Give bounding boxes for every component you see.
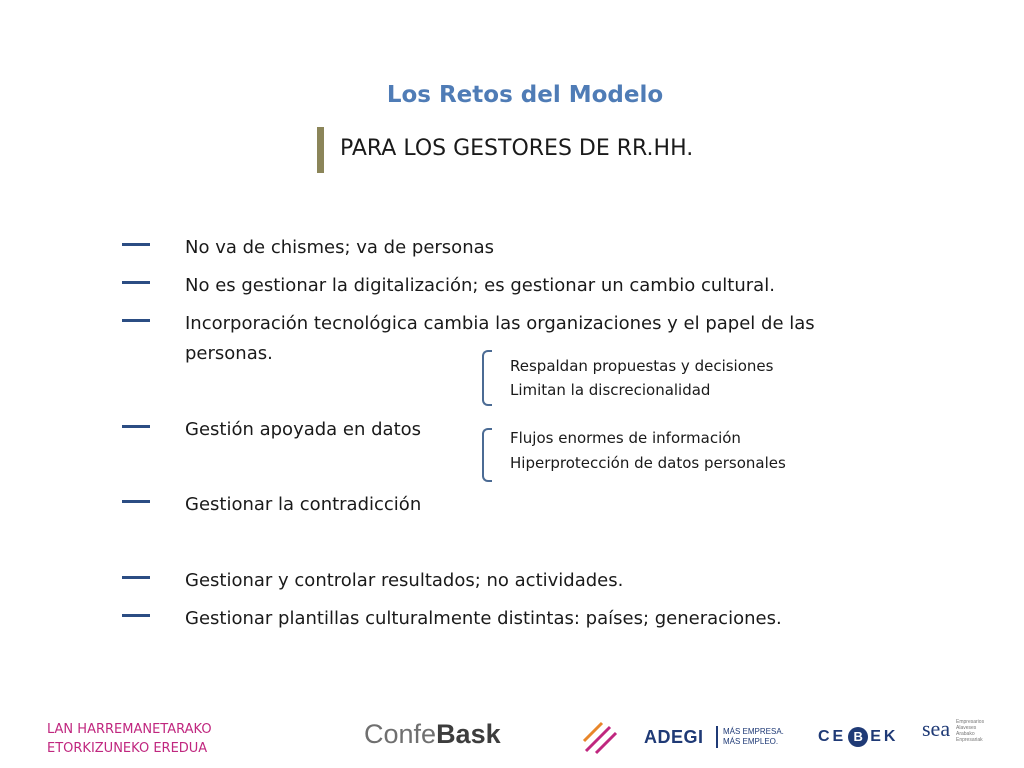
adegi-logo: ADEGI: [644, 727, 704, 747]
bullet-dash: [122, 614, 150, 617]
bullet-dash: [122, 243, 150, 246]
bullet-item: No va de chismes; va de personas: [185, 237, 495, 258]
footer-line: LAN HARREMANETARAKO: [47, 722, 212, 737]
sea-tagline-line: Empresarios: [956, 719, 985, 725]
bullet-item: No es gestionar la digitalización; es gestionar un cambio cultural.: [185, 275, 775, 296]
adegi-tagline-line: MÁS EMPRESA.: [723, 727, 784, 736]
slash-logo-icon: [582, 719, 618, 755]
slide-subtitle: PARA LOS GESTORES DE RR.HH.: [340, 136, 694, 161]
footer-text: [47, 720, 212, 758]
sea-tagline-line: Enpresariak: [956, 737, 983, 743]
subtitle-accent-bar: [317, 127, 324, 173]
bullet-item: Gestionar la contradicción: [185, 494, 422, 515]
adegi-tagline: [723, 727, 784, 747]
bullet-item: Gestión apoyada en datos: [185, 419, 422, 440]
sea-tagline-line: Alaveses: [956, 725, 977, 731]
confebask-logo-part: Confe: [364, 719, 437, 749]
slide-title: Los Retos del Modelo: [386, 82, 664, 108]
footer-line: ETORKIZUNEKO EREDUA: [47, 741, 208, 756]
confebask-logo-part: Bask: [436, 719, 501, 749]
cebek-logo-dot: B: [848, 727, 868, 747]
sea-tagline-line: Arabako: [956, 731, 975, 737]
bullet-dash: [122, 319, 150, 322]
bullet-dash: [122, 425, 150, 428]
adegi-separator: [716, 726, 718, 748]
brace-line: Respaldan propuestas y decisiones: [510, 357, 774, 375]
cebek-logo-part: EK: [870, 728, 899, 746]
brace-line: Hiperprotección de datos personales: [510, 454, 786, 472]
brace-line: Limitan la discrecionalidad: [510, 381, 711, 399]
bullet-item: Incorporación tecnológica cambia las organizaciones y el papel de las personas.: [185, 313, 815, 364]
cebek-logo-part: CE: [818, 728, 847, 746]
cebek-logo: [818, 727, 898, 747]
bullet-item: Gestionar y controlar resultados; no actividades.: [185, 570, 624, 591]
bullet-dash: [122, 576, 150, 579]
bullet-dash: [122, 500, 150, 503]
confebask-logo: [364, 719, 501, 750]
brace: [482, 428, 492, 482]
brace-line: Flujos enormes de información: [510, 429, 741, 447]
sea-logo: sea: [922, 716, 951, 741]
brace: [482, 350, 492, 406]
adegi-tagline-line: MÁS EMPLEO.: [723, 737, 779, 746]
sea-tagline: [956, 719, 984, 743]
bullet-item: Gestionar plantillas culturalmente distintas: países; generaciones.: [185, 608, 782, 629]
bullet-dash: [122, 281, 150, 284]
